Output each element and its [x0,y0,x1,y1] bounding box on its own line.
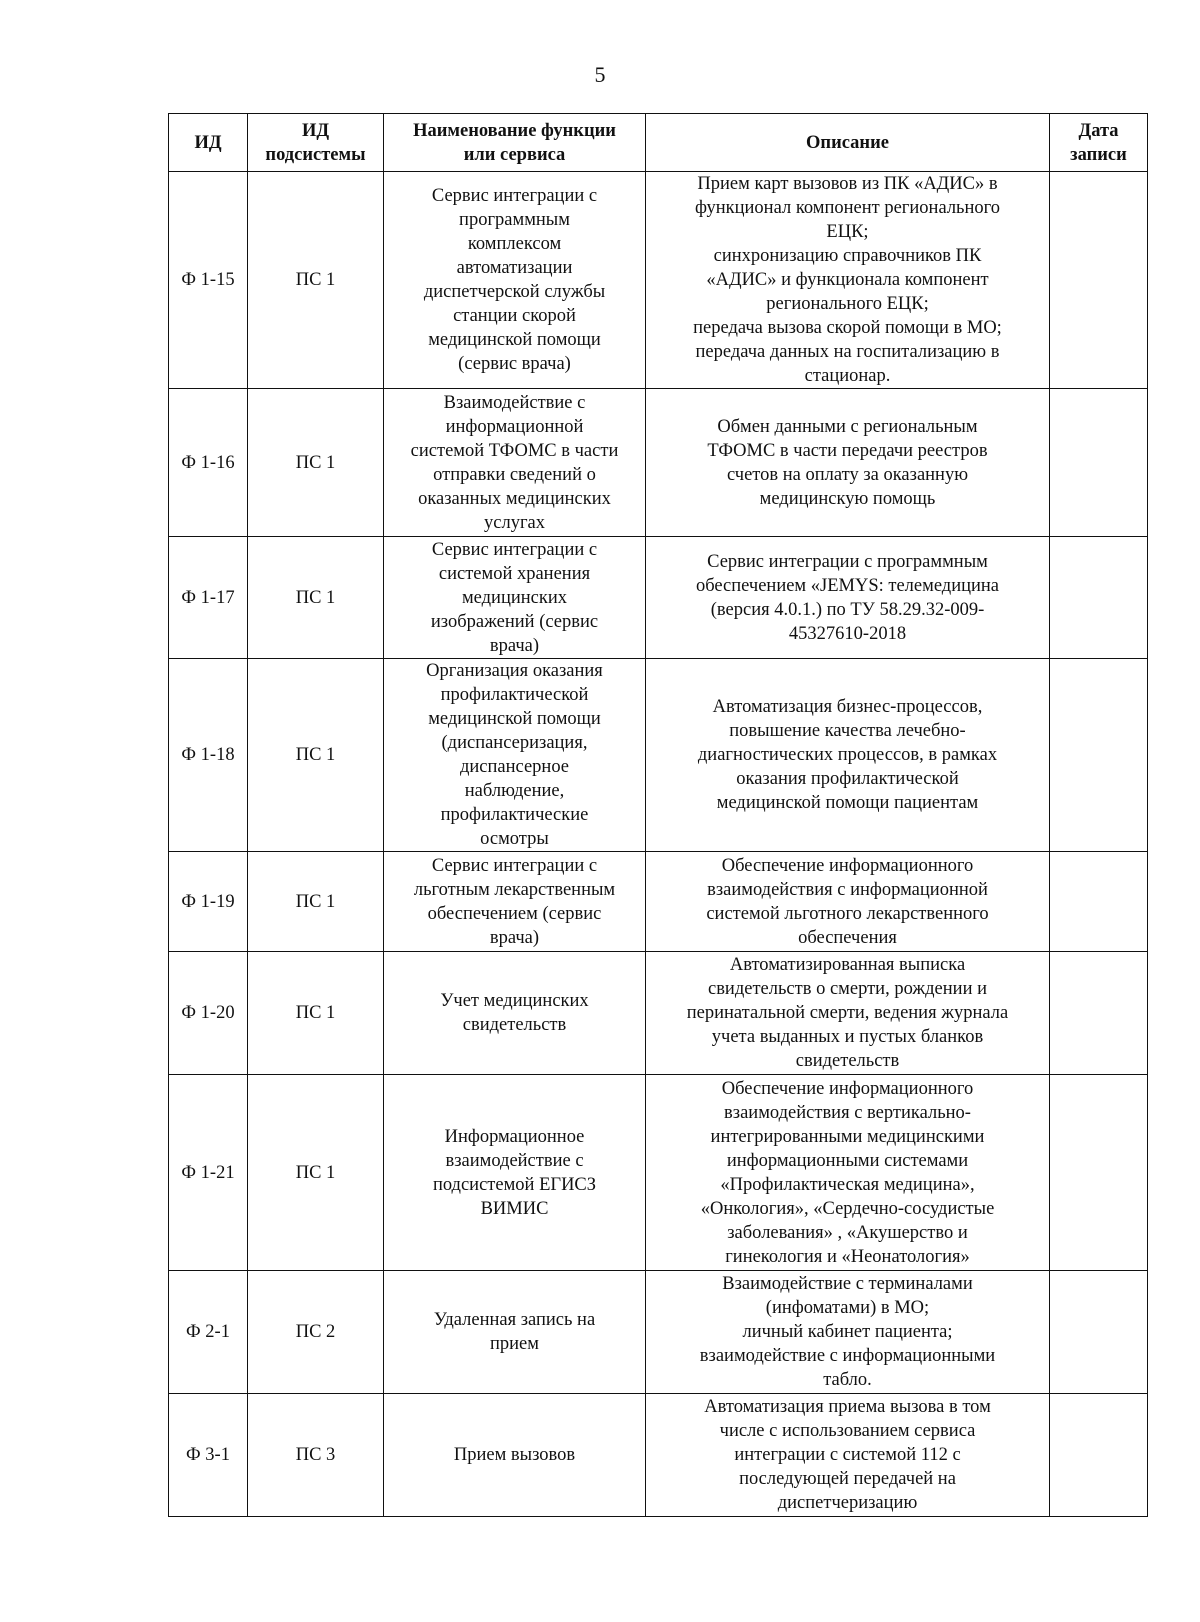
table-row [169,1075,1148,1271]
row-function-name: Сервис интеграции с льготным лекарственным обеспечением (сервис врача) [384,852,646,952]
row-description: Обеспечение информационного взаимодействия с информационной системой льготного лекарственного обеспечения [646,852,1050,952]
row-function-name: Сервис интеграции с программным комплексом автоматизации диспетчерской службы станции скорой медицинской помощи (сервис врача) [384,172,646,389]
row-function-name: Взаимодействие с информационной системой ТФОМС в части отправки сведений о оказанных медицинских услугах [384,389,646,537]
row-subsystem: ПС 1 [248,537,384,659]
row-record-date [1050,1075,1148,1271]
table-row [169,172,1148,389]
row-subsystem: ПС 1 [248,172,384,389]
row-id: Ф 1-20 [169,952,248,1075]
row-description: Взаимодействие с терминалами (инфоматами) в МО; личный кабинет пациента; взаимодействие с информационными табло. [646,1271,1050,1394]
row-record-date [1050,852,1148,952]
table-header-row [169,114,1148,172]
row-id: Ф 1-16 [169,389,248,537]
page-number: 5 [594,62,606,87]
row-id: Ф 1-18 [169,659,248,852]
row-description: Сервис интеграции с программным обеспечением «JEMYS: телемедицина (версия 4.0.1.) по ТУ 58.29.32-009- 45327610-2018 [646,537,1050,659]
row-id: Ф 1-21 [169,1075,248,1271]
row-record-date [1050,172,1148,389]
row-function-name: Организация оказания профилактической медицинской помощи (диспансеризация, диспансерное наблюдение, профилактические осмотры [384,659,646,852]
row-id: Ф 1-15 [169,172,248,389]
row-record-date [1050,389,1148,537]
header-id: ИД [169,114,248,172]
header-function-name: Наименование функции или сервиса [384,114,646,172]
row-function-name: Учет медицинских свидетельств [384,952,646,1075]
table-row [169,1394,1148,1517]
row-function-name: Сервис интеграции с системой хранения медицинских изображений (сервис врача) [384,537,646,659]
table-row [169,1271,1148,1394]
table-row [169,389,1148,537]
row-description: Автоматизированная выписка свидетельств о смерти, рождении и перинатальной смерти, ведения журнала учета выданных и пустых бланков свидетельств [646,952,1050,1075]
row-subsystem: ПС 1 [248,852,384,952]
table-row [169,537,1148,659]
row-description: Обмен данными с региональным ТФОМС в части передачи реестров счетов на оплату за оказанную медицинскую помощь [646,389,1050,537]
row-id: Ф 1-17 [169,537,248,659]
row-subsystem: ПС 1 [248,952,384,1075]
row-record-date [1050,659,1148,852]
row-id: Ф 3-1 [169,1394,248,1517]
row-function-name: Информационное взаимодействие с подсистемой ЕГИСЗ ВИМИС [384,1075,646,1271]
row-description: Автоматизация бизнес-процессов, повышение качества лечебно- диагностических процессов, в рамках оказания профилактической медицинской помощи пациентам [646,659,1050,852]
row-record-date [1050,1394,1148,1517]
row-subsystem: ПС 1 [248,389,384,537]
header-subsystem-id: ИД подсистемы [248,114,384,172]
table-row [169,952,1148,1075]
row-subsystem: ПС 1 [248,659,384,852]
row-id: Ф 2-1 [169,1271,248,1394]
row-description: Автоматизация приема вызова в том числе с использованием сервиса интеграции с системой 112 с последующей передачей на диспетчеризацию [646,1394,1050,1517]
row-record-date [1050,537,1148,659]
row-subsystem: ПС 3 [248,1394,384,1517]
row-function-name: Прием вызовов [384,1394,646,1517]
row-id: Ф 1-19 [169,852,248,952]
header-description: Описание [646,114,1050,172]
table-row [169,852,1148,952]
row-description: Прием карт вызовов из ПК «АДИС» в функционал компонент регионального ЕЦК; синхронизацию справочников ПК «АДИС» и функционала компонент регионального ЕЦК; передача вызова скорой помощи в МО; передача данных на госпитализацию в стационар. [646,172,1050,389]
row-description: Обеспечение информационного взаимодействия с вертикально- интегрированными медицинскими информационными системами «Профилактическая медицина», «Онкология», «Сердечно-сосудистые заболевания» , «Акушерство и гинекология и «Неонатология» [646,1075,1050,1271]
row-subsystem: ПС 2 [248,1271,384,1394]
table-row [169,659,1148,852]
row-record-date [1050,952,1148,1075]
row-record-date [1050,1271,1148,1394]
functions-table [168,113,1148,1517]
row-subsystem: ПС 1 [248,1075,384,1271]
row-function-name: Удаленная запись на прием [384,1271,646,1394]
header-record-date: Дата записи [1050,114,1148,172]
